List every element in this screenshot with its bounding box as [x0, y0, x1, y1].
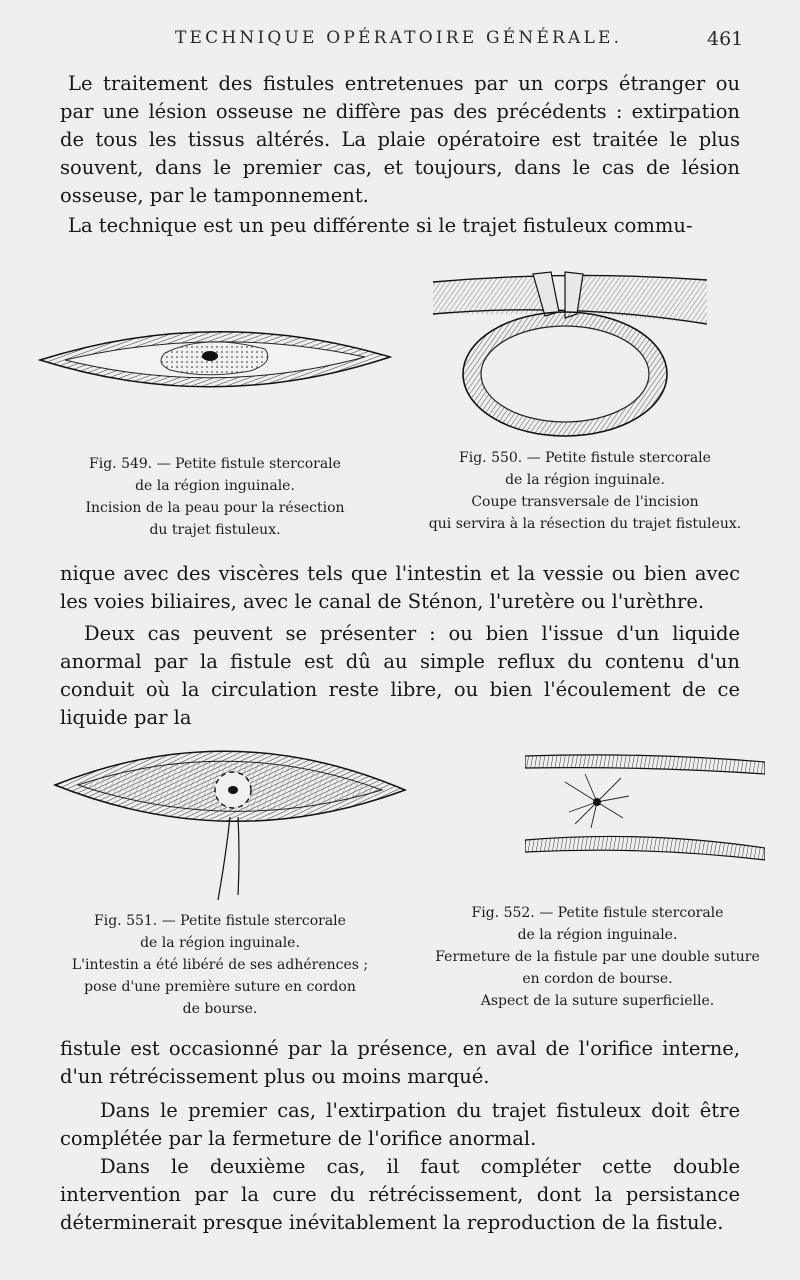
paragraph-4: Deux cas peuvent se présenter : ou bien l'issue d'un liquide anormal par la fistule est dû au simple reflux du contenu d'un conduit où la circulation reste libre, ou bien l'écoulement de ce liquide par la: [60, 622, 740, 729]
figure-551-caption-line: — Petite fistule stercorale: [161, 913, 346, 929]
figure-551-caption: [50, 910, 390, 1020]
figure-550-number: Fig. 550.: [459, 450, 523, 466]
figure-549-caption-line: du trajet fistuleux.: [149, 522, 281, 538]
figure-549-illustration: [35, 315, 395, 415]
paragraph-5: fistule est occasionné par la présence, en aval de l'orifice interne, d'un rétrécissement plus ou moins marqué.: [60, 1037, 740, 1088]
figure-551-number: Fig. 551.: [94, 913, 158, 929]
figure-552-number: Fig. 552.: [471, 905, 535, 921]
figure-552-caption-line: — Petite fistule stercorale: [539, 905, 724, 921]
paragraph-7: Dans le deuxième cas, il faut compléter cette double intervention par la cure du rétrécissement, dont la persistance déterminerait presque inévitablement la reproduction de la fistule.: [60, 1155, 740, 1234]
paragraph-6: Dans le premier cas, l'extirpation du trajet fistuleux doit être complétée par la fermeture de l'orifice anormal.: [60, 1099, 740, 1150]
figure-551-caption-line: L'intestin a été libéré de ses adhérences ;: [71, 957, 369, 973]
figure-552-caption-line: Fermeture de la fistule par une double suture: [435, 949, 760, 965]
figure-549-caption-line: de la région inguinale.: [135, 478, 295, 494]
figure-552-illustration: [525, 752, 765, 872]
figure-550-caption-line: de la région inguinale.: [505, 472, 665, 488]
figure-549-caption: [55, 453, 375, 541]
figure-549-caption-line: — Petite fistule stercorale: [156, 456, 341, 472]
figure-551-caption-line: pose d'une première suture en cordon: [84, 979, 356, 995]
paragraph-2: La technique est un peu différente si le trajet fistuleux commu-: [68, 214, 693, 237]
page-number: 461: [707, 28, 744, 50]
figure-550-caption: [400, 447, 770, 535]
figure-552-caption: [405, 902, 790, 1012]
paragraph-3: nique avec des viscères tels que l'intestin et la vessie ou bien avec les voies biliaires, avec le canal de Sténon, l'uretère ou l'urèthre.: [60, 562, 740, 613]
figure-551-caption-line: de bourse.: [182, 1001, 258, 1017]
figure-551-illustration: [50, 735, 410, 905]
figure-552-caption-line: en cordon de bourse.: [522, 971, 673, 987]
paragraph-1: Le traitement des fistules entretenues par un corps étranger ou par une lésion osseuse ne diffère pas des précédents : extirpation de tous les tissus altérés. La plaie opératoire est traitée le plus souvent, dans le premier cas, et toujours, dans le cas de lésion osseuse, par le tamponnement.: [60, 72, 740, 207]
running-header: [0, 28, 800, 56]
figure-552-caption-line: de la région inguinale.: [517, 927, 678, 943]
figure-550-caption-line: qui servira à la résection du trajet fistuleux.: [428, 516, 742, 532]
running-title: TECHNIQUE OPÉRATOIRE GÉNÉRALE.: [175, 28, 623, 48]
figure-550-caption-line: — Petite fistule stercorale: [526, 450, 711, 466]
figure-549-caption-line: Incision de la peau pour la résection: [85, 500, 345, 516]
figure-550-illustration: [425, 262, 715, 442]
figure-550-caption-line: Coupe transversale de l'incision: [471, 494, 699, 510]
figure-552-caption-line: Aspect de la suture superficielle.: [480, 993, 715, 1009]
figure-551-caption-line: de la région inguinale.: [140, 935, 300, 951]
figure-549-number: Fig. 549.: [89, 456, 153, 472]
